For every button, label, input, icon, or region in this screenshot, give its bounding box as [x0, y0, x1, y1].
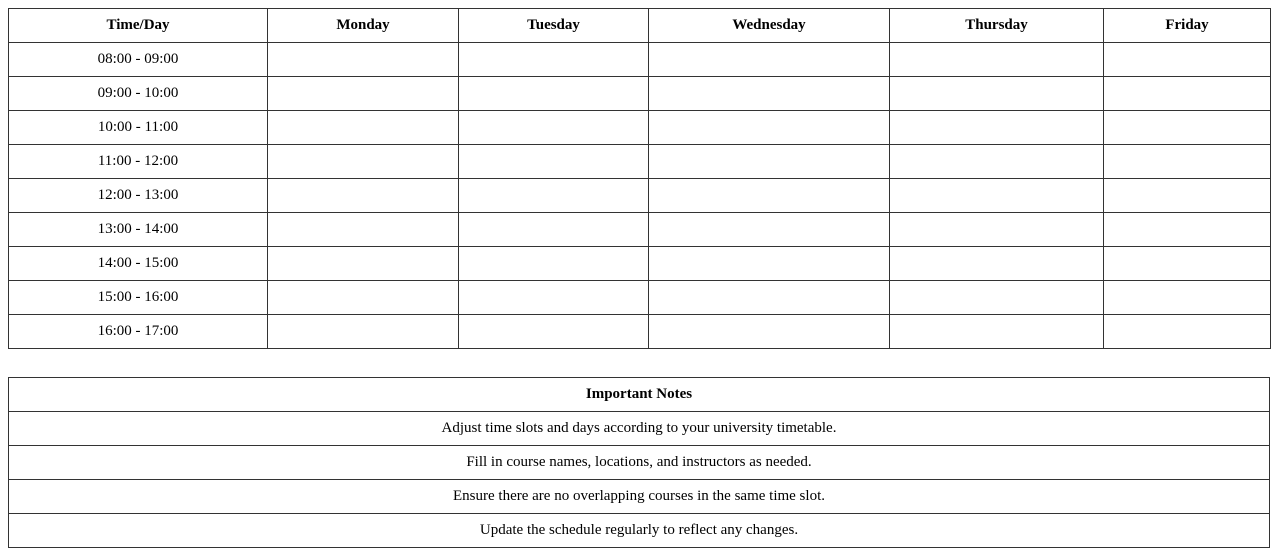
note-item: Update the schedule regularly to reflect any changes.	[9, 514, 1270, 548]
time-slot: 08:00 - 09:00	[9, 43, 268, 77]
cell-friday[interactable]	[1104, 247, 1271, 281]
time-slot: 12:00 - 13:00	[9, 179, 268, 213]
cell-friday[interactable]	[1104, 77, 1271, 111]
note-row	[9, 480, 1270, 514]
header-friday: Friday	[1104, 9, 1271, 43]
header-thursday: Thursday	[890, 9, 1104, 43]
cell-thursday[interactable]	[890, 43, 1104, 77]
cell-friday[interactable]	[1104, 315, 1271, 349]
time-slot: 15:00 - 16:00	[9, 281, 268, 315]
header-monday: Monday	[268, 9, 459, 43]
time-slot: 11:00 - 12:00	[9, 145, 268, 179]
cell-tuesday[interactable]	[459, 145, 649, 179]
cell-friday[interactable]	[1104, 145, 1271, 179]
time-slot: 16:00 - 17:00	[9, 315, 268, 349]
cell-monday[interactable]	[268, 145, 459, 179]
table-row	[9, 145, 1271, 179]
cell-monday[interactable]	[268, 281, 459, 315]
note-item: Adjust time slots and days according to your university timetable.	[9, 412, 1270, 446]
cell-monday[interactable]	[268, 179, 459, 213]
cell-wednesday[interactable]	[649, 247, 890, 281]
time-slot: 13:00 - 14:00	[9, 213, 268, 247]
cell-wednesday[interactable]	[649, 213, 890, 247]
schedule-header-row	[9, 9, 1271, 43]
table-row	[9, 281, 1271, 315]
cell-tuesday[interactable]	[459, 315, 649, 349]
notes-table	[8, 377, 1270, 548]
note-row	[9, 514, 1270, 548]
cell-tuesday[interactable]	[459, 111, 649, 145]
notes-title: Important Notes	[9, 378, 1270, 412]
cell-wednesday[interactable]	[649, 111, 890, 145]
cell-wednesday[interactable]	[649, 77, 890, 111]
cell-wednesday[interactable]	[649, 43, 890, 77]
cell-monday[interactable]	[268, 77, 459, 111]
table-row	[9, 111, 1271, 145]
table-row	[9, 179, 1271, 213]
cell-friday[interactable]	[1104, 281, 1271, 315]
cell-thursday[interactable]	[890, 145, 1104, 179]
header-tuesday: Tuesday	[459, 9, 649, 43]
cell-wednesday[interactable]	[649, 145, 890, 179]
header-time-day: Time/Day	[9, 9, 268, 43]
cell-tuesday[interactable]	[459, 179, 649, 213]
cell-thursday[interactable]	[890, 281, 1104, 315]
cell-monday[interactable]	[268, 315, 459, 349]
table-row	[9, 315, 1271, 349]
cell-wednesday[interactable]	[649, 315, 890, 349]
cell-thursday[interactable]	[890, 213, 1104, 247]
table-row	[9, 43, 1271, 77]
cell-wednesday[interactable]	[649, 179, 890, 213]
cell-thursday[interactable]	[890, 179, 1104, 213]
note-row	[9, 412, 1270, 446]
cell-thursday[interactable]	[890, 315, 1104, 349]
table-row	[9, 77, 1271, 111]
time-slot: 09:00 - 10:00	[9, 77, 268, 111]
cell-monday[interactable]	[268, 247, 459, 281]
time-slot: 14:00 - 15:00	[9, 247, 268, 281]
cell-thursday[interactable]	[890, 77, 1104, 111]
table-row	[9, 247, 1271, 281]
note-item: Fill in course names, locations, and instructors as needed.	[9, 446, 1270, 480]
cell-tuesday[interactable]	[459, 281, 649, 315]
notes-header-row	[9, 378, 1270, 412]
cell-thursday[interactable]	[890, 111, 1104, 145]
cell-friday[interactable]	[1104, 111, 1271, 145]
cell-tuesday[interactable]	[459, 77, 649, 111]
note-row	[9, 446, 1270, 480]
cell-tuesday[interactable]	[459, 43, 649, 77]
time-slot: 10:00 - 11:00	[9, 111, 268, 145]
cell-tuesday[interactable]	[459, 213, 649, 247]
cell-friday[interactable]	[1104, 43, 1271, 77]
header-wednesday: Wednesday	[649, 9, 890, 43]
cell-thursday[interactable]	[890, 247, 1104, 281]
note-item: Ensure there are no overlapping courses in the same time slot.	[9, 480, 1270, 514]
cell-monday[interactable]	[268, 213, 459, 247]
cell-friday[interactable]	[1104, 213, 1271, 247]
cell-monday[interactable]	[268, 111, 459, 145]
schedule-table	[8, 8, 1271, 349]
cell-friday[interactable]	[1104, 179, 1271, 213]
table-row	[9, 213, 1271, 247]
cell-monday[interactable]	[268, 43, 459, 77]
cell-tuesday[interactable]	[459, 247, 649, 281]
cell-wednesday[interactable]	[649, 281, 890, 315]
